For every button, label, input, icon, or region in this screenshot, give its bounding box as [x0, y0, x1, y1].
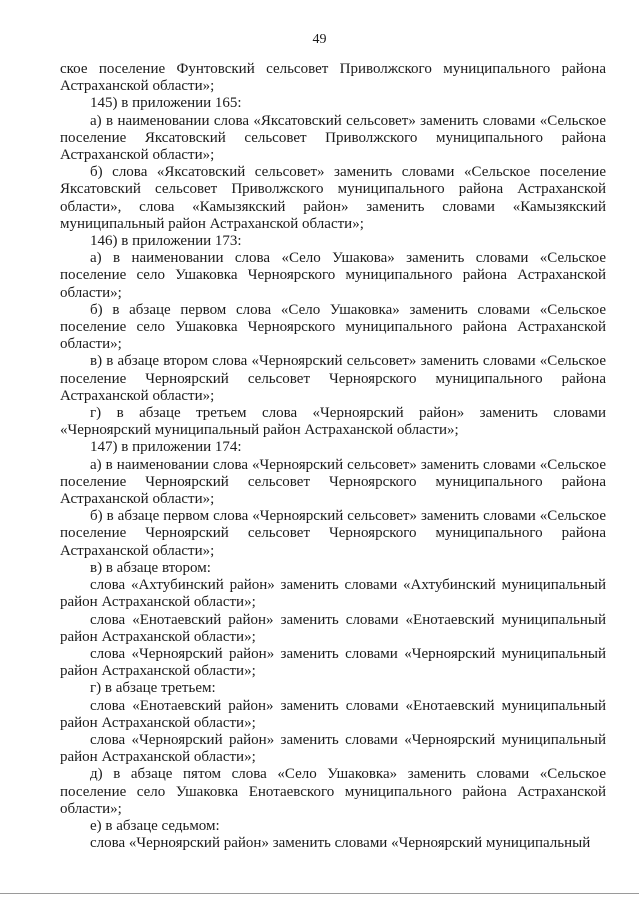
body-paragraph: 145) в приложении 165: — [90, 95, 242, 112]
body-paragraph: слова «Черноярский район» заменить словами «Черноярский муниципальный район Астраханской области»; — [60, 731, 606, 766]
document-body — [60, 61, 606, 852]
body-paragraph: а) в наименовании слова «Черноярский сельсовет» заменить словами «Сельское поселение Черноярский сельсовет Черноярского муниципального района Астраханской области»; — [60, 456, 606, 508]
body-paragraph: в) в абзаце втором: — [90, 559, 211, 576]
body-paragraph: слова «Ахтубинский район» заменить словами «Ахтубинский муниципальный район Астраханской области»; — [60, 577, 606, 611]
body-paragraph: 147) в приложении 174: — [90, 439, 242, 456]
body-paragraph: а) в наименовании слова «Село Ушакова» заменить словами «Сельское поселение село Ушаковка Черноярского муниципального района Астраханской области»; — [60, 250, 606, 301]
body-paragraph: б) слова «Яксатовский сельсовет» заменить словами «Сельское поселение Яксатовский сельсовет Приволжского муниципального района Астраханской области», слова «Камызякский район» заменить словами «Камызякский муниципальный район Астраханской области»; — [60, 164, 606, 232]
body-paragraph: г) в абзаце третьем: — [90, 680, 216, 697]
body-paragraph: б) в абзаце первом слова «Село Ушаковка» заменить словами «Сельское поселение село Ушаковка Черноярского муниципального района Астраханской области»; — [60, 301, 606, 353]
page-number: 49 — [312, 32, 327, 47]
body-paragraph: а) в наименовании слова «Яксатовский сельсовет» заменить словами «Сельское поселение Яксатовский сельсовет Приволжского муниципального района Астраханской области»; — [60, 112, 606, 164]
body-paragraph: ское поселение Фунтовский сельсовет Приволжского муниципального района Астраханской области»; — [60, 61, 606, 95]
body-paragraph: е) в абзаце седьмом: — [90, 817, 220, 834]
page-bottom-rule — [0, 893, 639, 894]
body-paragraph: слова «Черноярский район» заменить словами «Черноярский муниципальный — [90, 835, 591, 852]
body-paragraph: слова «Енотаевский район» заменить словами «Енотаевский муниципальный район Астраханской области»; — [60, 697, 606, 731]
body-paragraph: в) в абзаце втором слова «Черноярский сельсовет» заменить словами «Сельское поселение Черноярский сельсовет Черноярского муниципального района Астраханской области»; — [60, 353, 606, 404]
body-paragraph: г) в абзаце третьем слова «Черноярский район» заменить словами «Черноярский муниципальный район Астраханской области»; — [60, 405, 606, 439]
body-paragraph: д) в абзаце пятом слова «Село Ушаковка» заменить словами «Сельское поселение село Ушаковка Енотаевского муниципального района Астраханской области»; — [60, 766, 606, 817]
body-paragraph: 146) в приложении 173: — [90, 233, 242, 250]
body-paragraph: слова «Черноярский район» заменить словами «Черноярский муниципальный район Астраханской области»; — [60, 645, 606, 680]
body-paragraph: слова «Енотаевский район» заменить словами «Енотаевский муниципальный район Астраханской области»; — [60, 611, 606, 645]
body-paragraph: б) в абзаце первом слова «Черноярский сельсовет» заменить словами «Сельское поселение Черноярский сельсовет Черноярского муниципального района Астраханской области»; — [60, 508, 606, 559]
